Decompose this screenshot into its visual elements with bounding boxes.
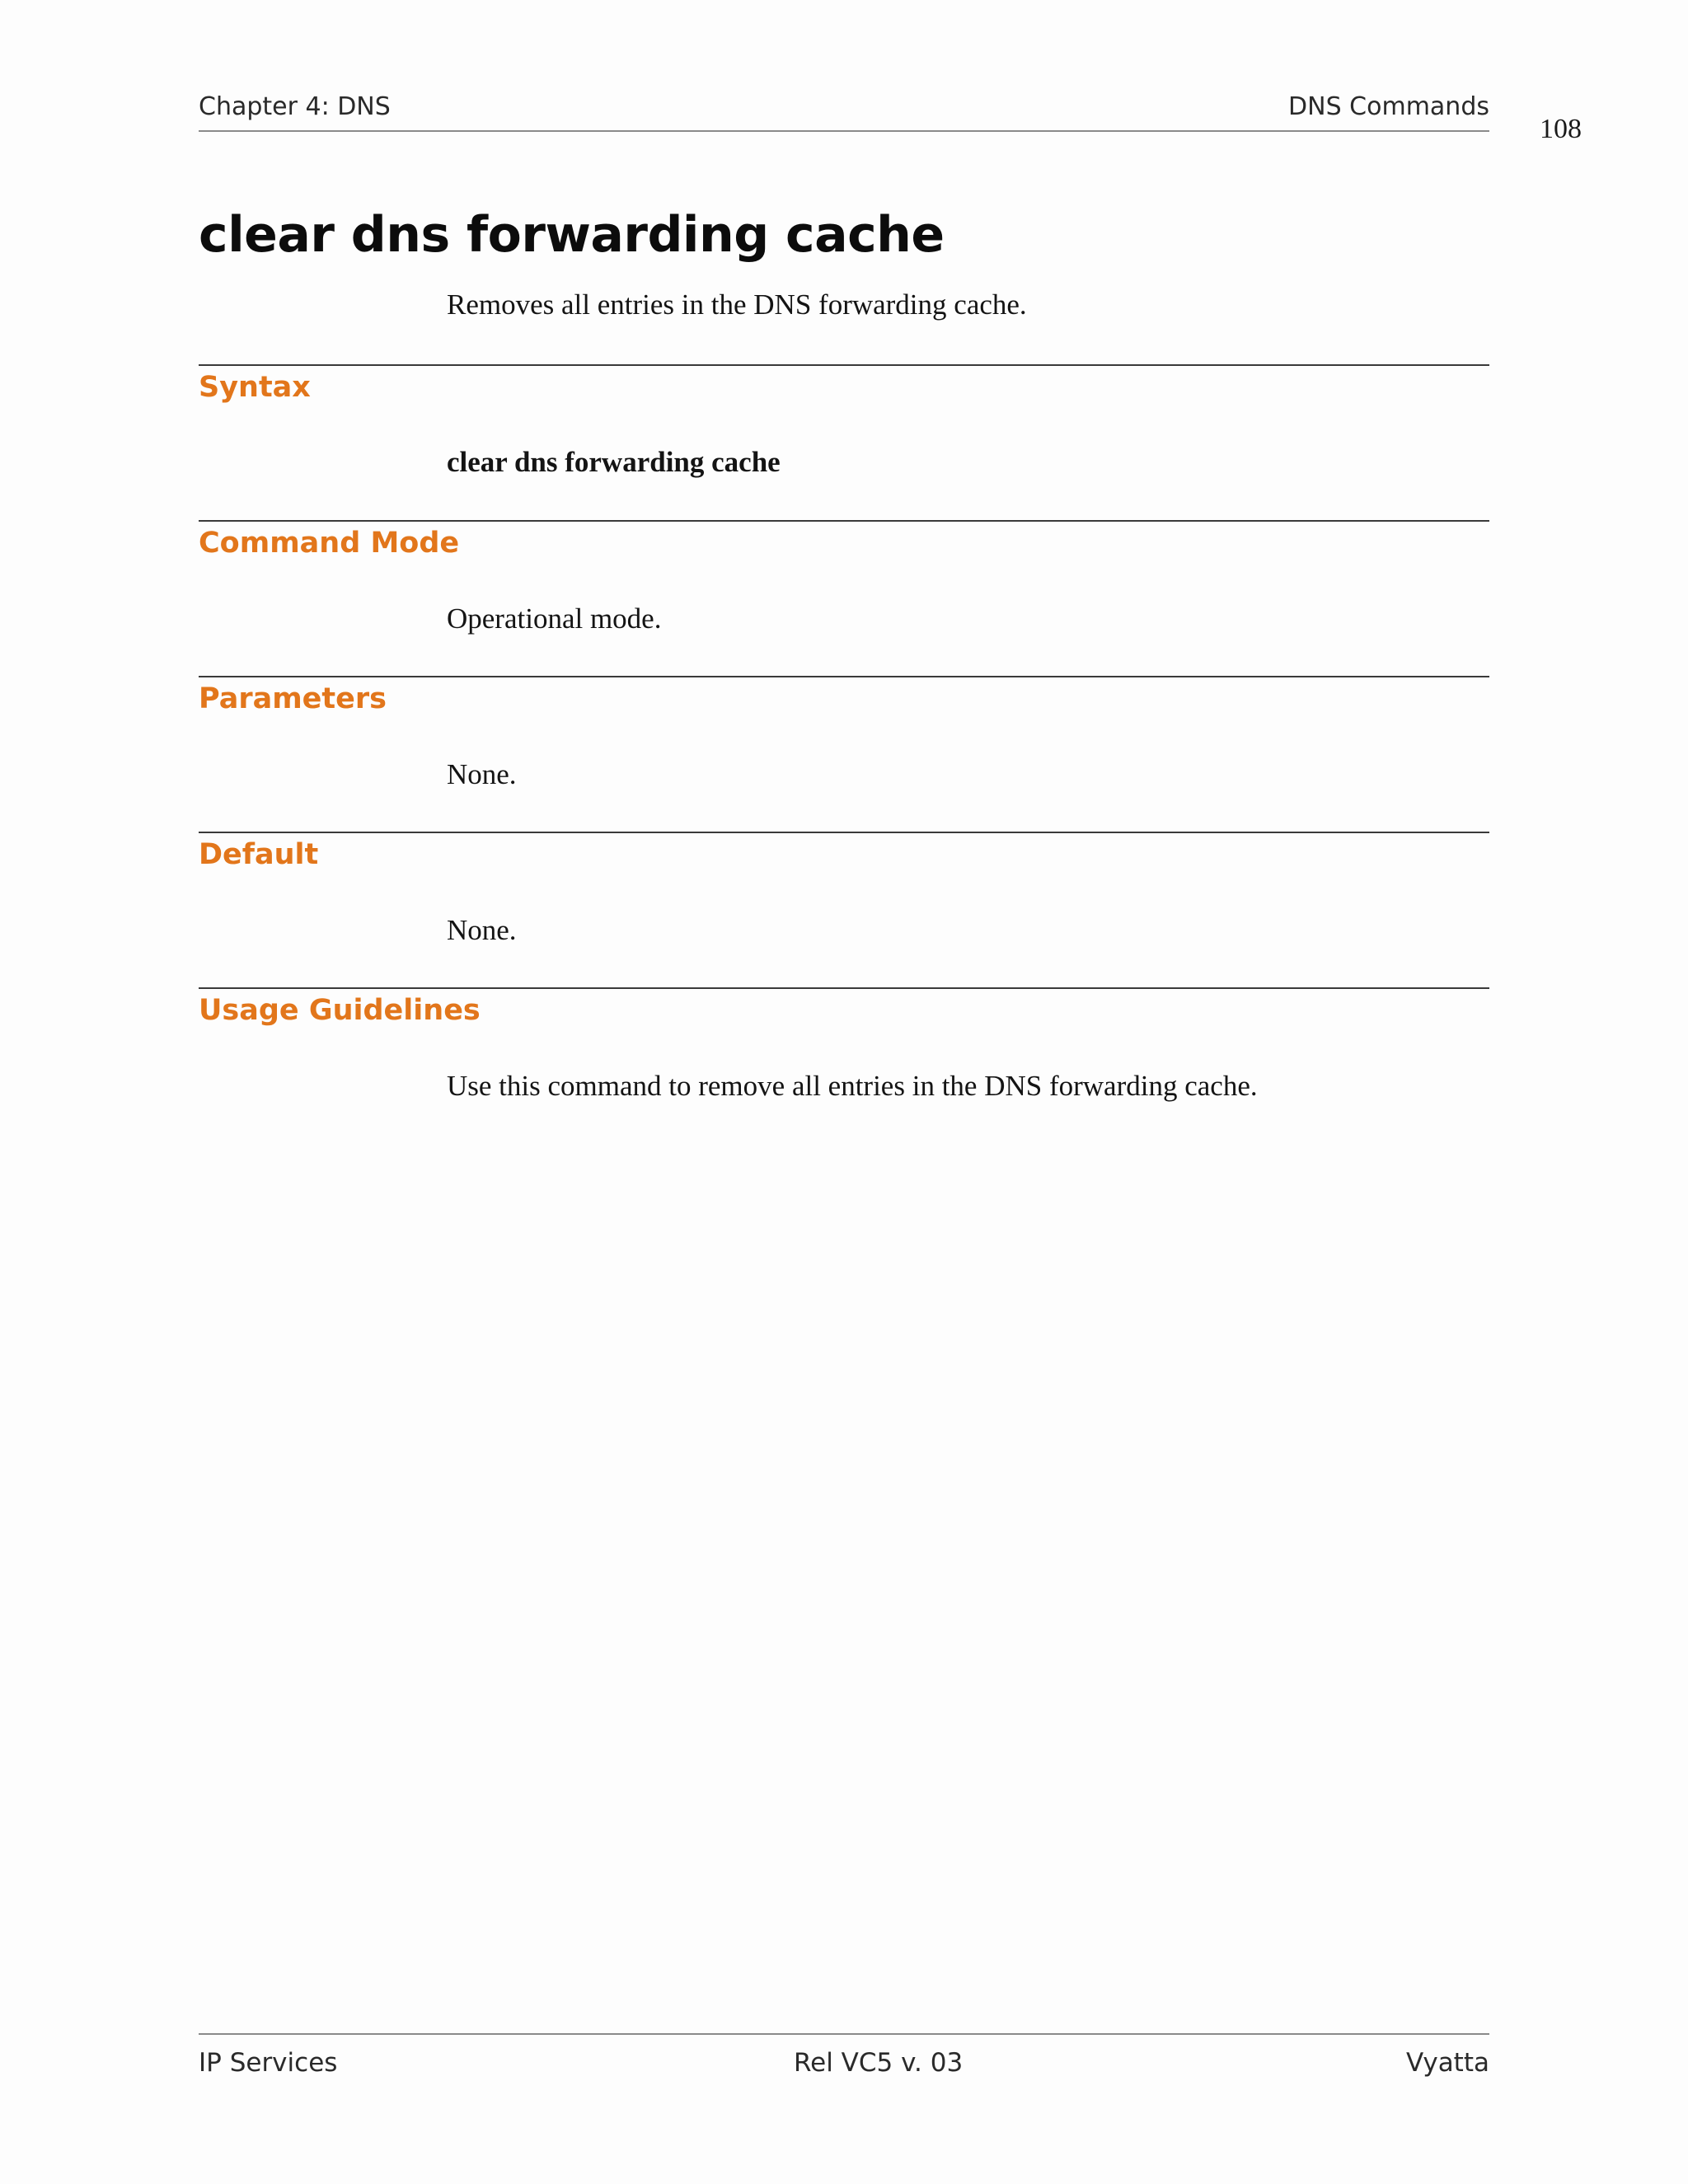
page-footer xyxy=(199,2033,1489,2084)
section-divider xyxy=(199,987,1489,989)
command-mode-heading: Command Mode xyxy=(199,527,460,560)
chapter-label: Chapter 4: DNS xyxy=(199,92,391,121)
footer-guide-name: IP Services xyxy=(199,2048,338,2078)
footer-release: Rel VC5 v. 03 xyxy=(794,2048,964,2078)
parameters-text: None. xyxy=(447,758,517,790)
section-divider xyxy=(199,520,1489,522)
command-description: Removes all entries in the DNS forwarding cache. xyxy=(447,288,1027,321)
page-number: 108 xyxy=(1540,114,1582,144)
command-mode-text: Operational mode. xyxy=(447,602,662,635)
section-divider xyxy=(199,676,1489,677)
page-header xyxy=(199,89,1489,132)
default-heading: Default xyxy=(199,838,319,871)
usage-guidelines-text: Use this command to remove all entries in the DNS forwarding cache. xyxy=(447,1070,1258,1102)
usage-guidelines-heading: Usage Guidelines xyxy=(199,994,481,1027)
syntax-heading: Syntax xyxy=(199,371,311,404)
section-label: DNS Commands xyxy=(1288,92,1489,121)
section-divider xyxy=(199,832,1489,833)
parameters-heading: Parameters xyxy=(199,682,387,715)
section-divider xyxy=(199,364,1489,366)
page-title: clear dns forwarding cache xyxy=(199,206,945,264)
default-text: None. xyxy=(447,914,517,946)
footer-company: Vyatta xyxy=(1405,2048,1489,2078)
syntax-text: clear dns forwarding cache xyxy=(447,446,781,478)
